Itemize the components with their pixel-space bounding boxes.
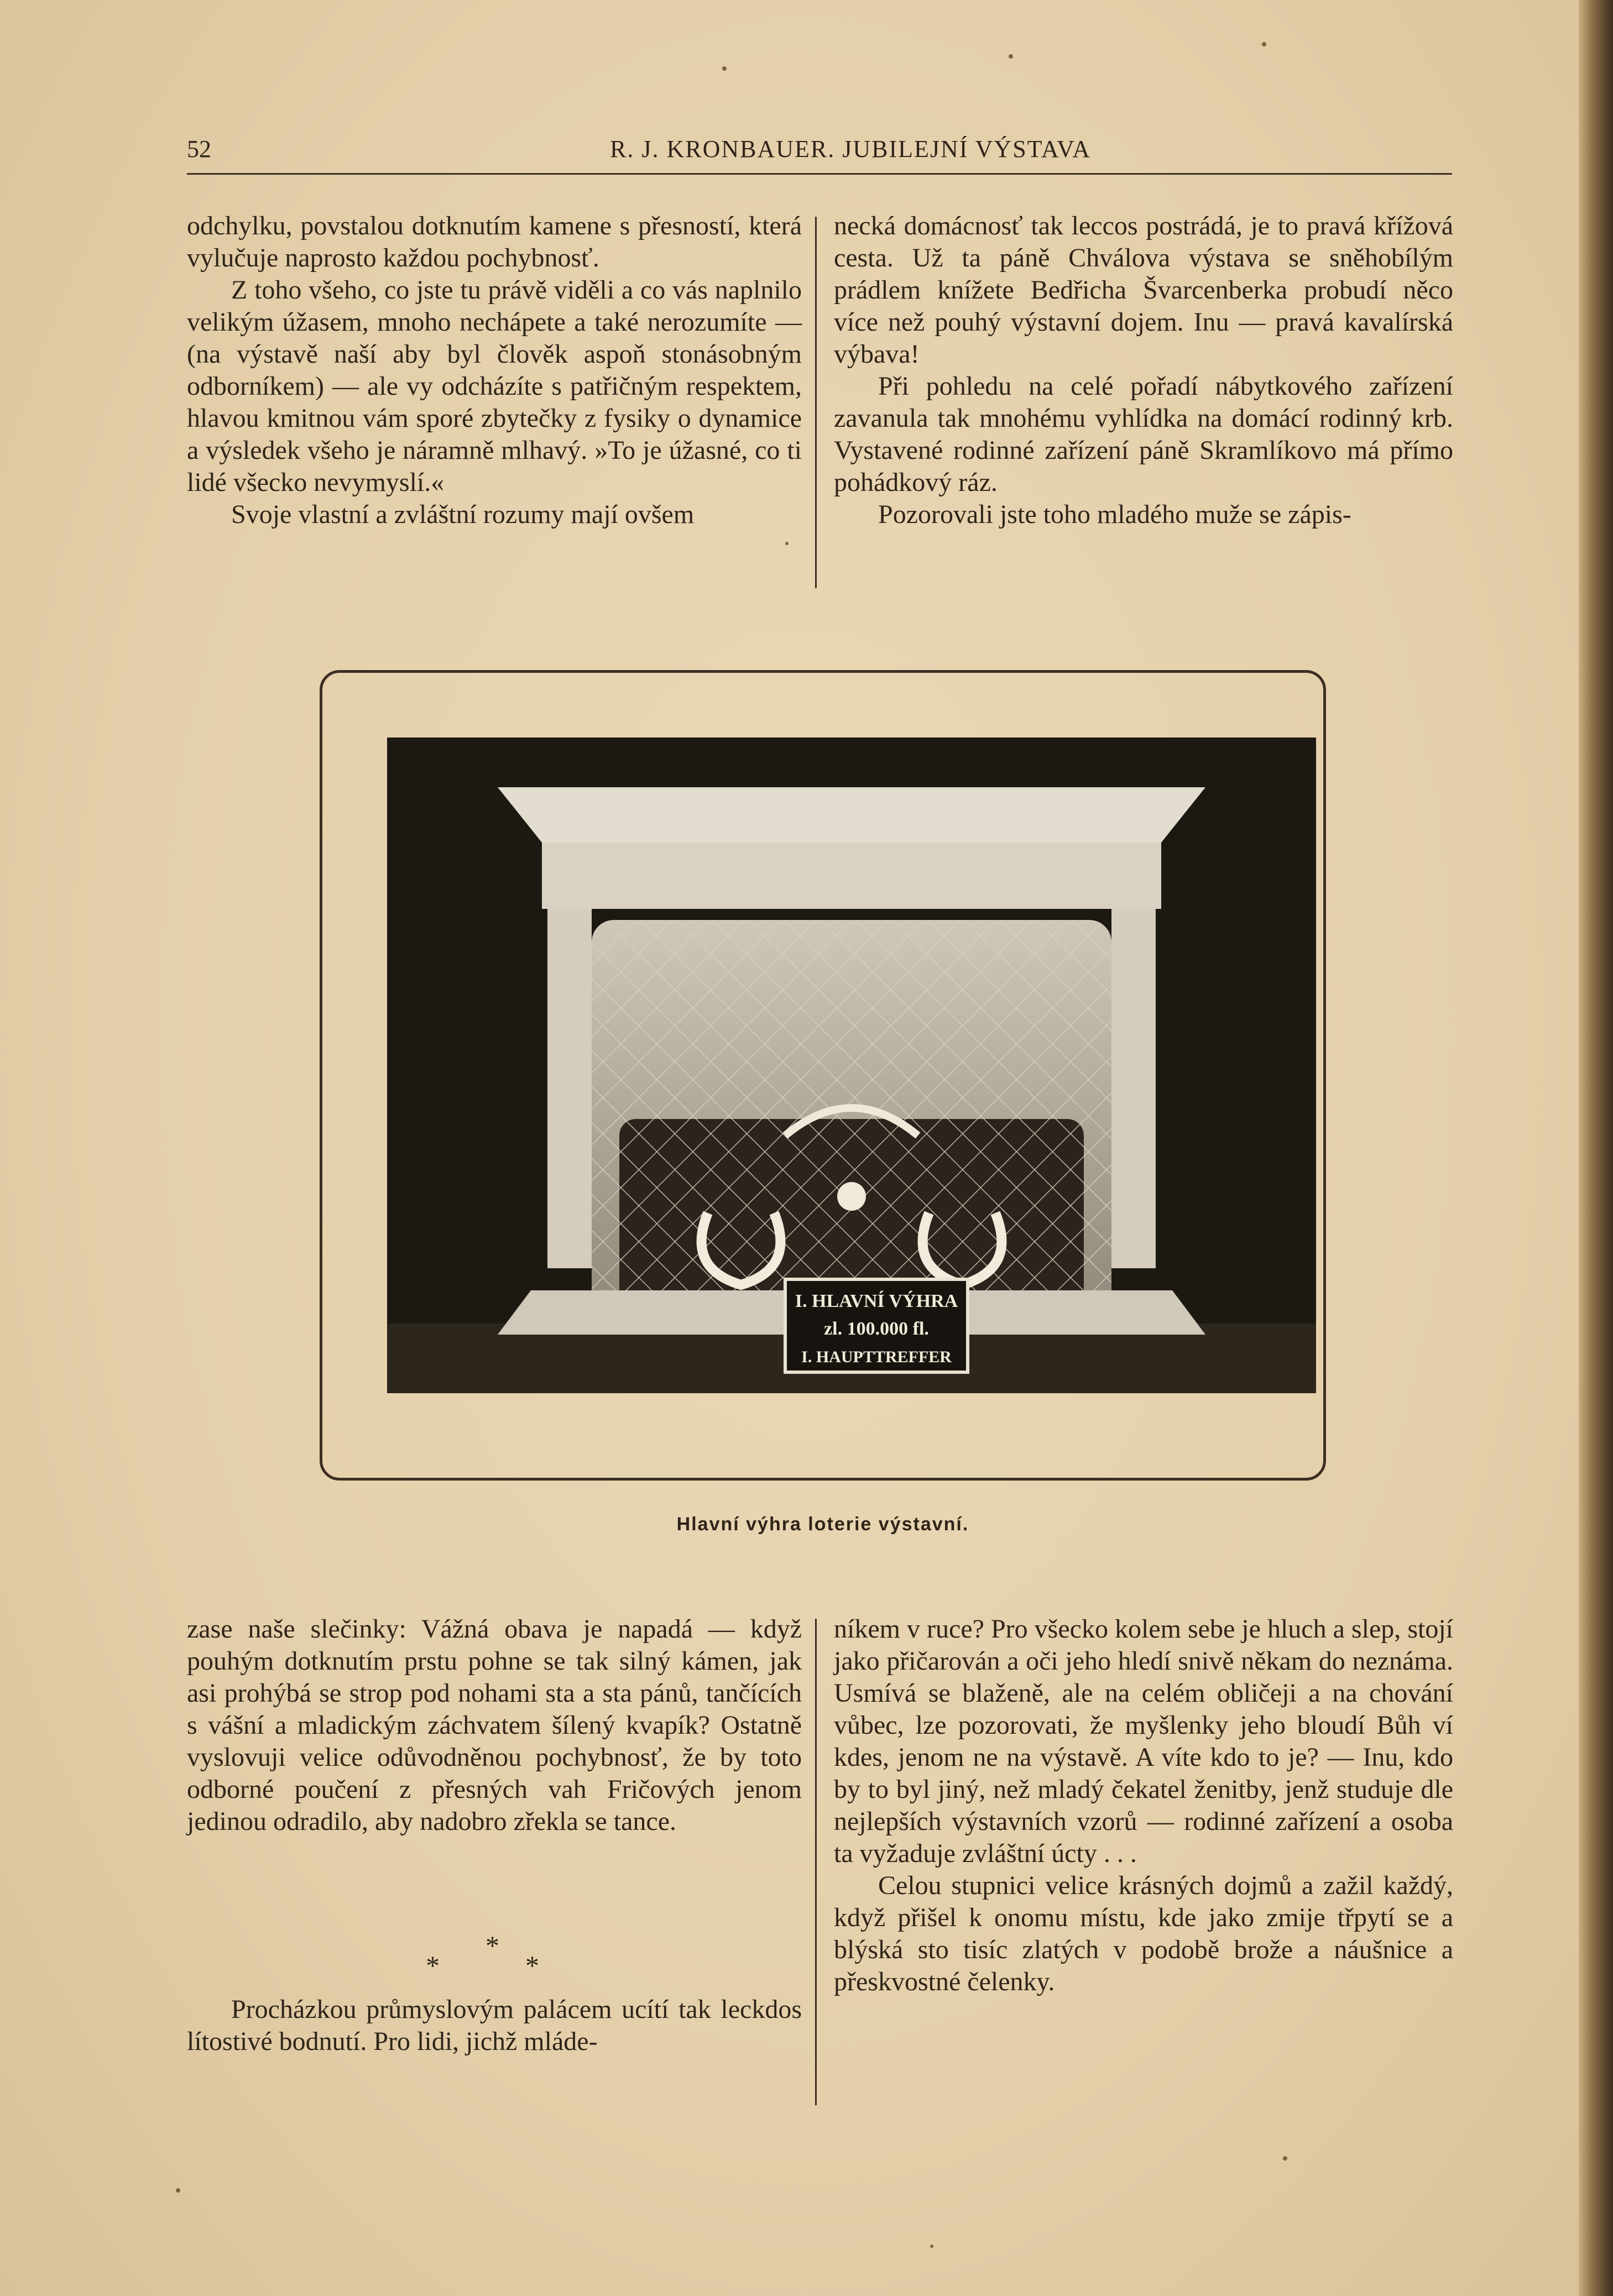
paragraph: Pozorovali jste toho mladého muže se zápis- [878, 500, 1351, 529]
paragraph: necká domácnosť tak leccos postrádá, je to pravá křížová cesta. Už ta páně Chválova výstava se sněhobílým prádlem knížete Bedřicha Švarcenberka probudí něco více než pouhý výstavní dojem. Inu — pravá kavalírská výbava! [834, 211, 1453, 369]
case-cornice [498, 787, 1205, 843]
paragraph: zase naše slečinky: Vážná obava je napadá — když pouhým dotknutím prstu pohne se tak silný kámen, jak asi prohýbá se strop pod nohami sta a sta pánů, tančících s vášní a mladickým záchvatem šílený kvapík? Ostatně vyslovuji velice odůvodněnou pochybnosť, že by toto odborné poučení z přesných vah Fričových jenom jedinou odradilo, aby nadobro zřekla se tance. [187, 1614, 802, 1836]
paragraph: Při pohledu na celé pořadí nábytkového zařízení zavanula tak mnohému vyhlídka na domácí rodinný krb. Vystavené rodinné zařízení páně Skramlíkovo má přímo pohádkový ráz. [834, 372, 1453, 497]
paragraph: Svoje vlastní a zvláštní rozumy mají ovšem [231, 500, 695, 529]
jewel-case-illustration [387, 738, 1316, 1393]
asterisk: * [486, 1930, 499, 1961]
column-divider-bottom [815, 1619, 817, 2105]
paragraph: odchylku, povstalou dotknutím kamene s přesností, která vylučuje naprosto každou pochybnosť. [187, 211, 802, 273]
case-left-pillar [547, 909, 592, 1268]
case-right-pillar [1111, 909, 1156, 1268]
header-rule [187, 173, 1452, 175]
section-break [409, 1929, 575, 2007]
column-divider-top [815, 217, 817, 588]
plaque-line-2: zl. 100.000 fl. [824, 1319, 929, 1339]
paragraph: níkem v ruce? Pro všecko kolem sebe je hluch a slep, stojí jako přičarován a oči jeho hledí snivě někam do neznáma. Usmívá se blaženě, ale na celém obličeji a na chování vůbec, lze pozorovati, že myšlenky jeho bloudí Bůh ví kdes, jenom ne na výstavě. A víte kdo to je? — Inu, kdo by to byl jiný, než mladý čekatel ženitby, jenž studuje dle nejlepších výstavních vzorů — rodinné zařízení a osoba ta vyžaduje zvláštní úcty . . . [834, 1614, 1453, 1868]
running-head [187, 133, 1452, 171]
plaque-line-3: I. HAUPTTREFFER [801, 1348, 952, 1366]
column-top-left [187, 210, 802, 531]
brooch-jewel [837, 1182, 866, 1211]
column-bottom-right [834, 1613, 1453, 1998]
column-top-right [834, 210, 1453, 531]
plaque-line-1: I. HLAVNÍ VÝHRA [795, 1291, 958, 1311]
paragraph: Procházkou průmyslovým palácem ucítí tak leckdos lítostivé bodnutí. Pro lidi, jichž mláde- [187, 1995, 802, 2056]
paragraph: Z toho všeho, co jste tu právě viděli a co vás naplnilo velikým úžasem, mnoho nechápete a také nerozumíte — (na výstavě naší aby byl člověk aspoň stonásobným odborníkem) — ale vy odcházíte s patřičným respektem, hlavou kmitnou vám sporé zbytečky z fysiky o dynamice a výsledek všeho je náramně mlhavý. »To je úžasné, co ti lidé všecko nevymyslí.« [187, 275, 802, 497]
book-spine-shadow [1579, 0, 1613, 2296]
running-title: R. J. KRONBAUER. JUBILEJNÍ VÝSTAVA [609, 135, 1092, 163]
asterisk: * [426, 1950, 440, 1981]
lottery-prize-photo [387, 738, 1316, 1393]
paragraph: Celou stupnici velice krásných dojmů a zažil každý, když přišel k onomu místu, kde jako zmije třpytí se a blýská sto tisíc zlatých v podobě brože a náušnice a přeskvostné čelenky. [834, 1871, 1453, 1996]
asterisk: * [525, 1950, 539, 1981]
page-number: 52 [187, 135, 211, 163]
figure-caption: Hlavní výhra loterie výstavní. [676, 1514, 969, 1535]
case-frieze [542, 843, 1161, 909]
